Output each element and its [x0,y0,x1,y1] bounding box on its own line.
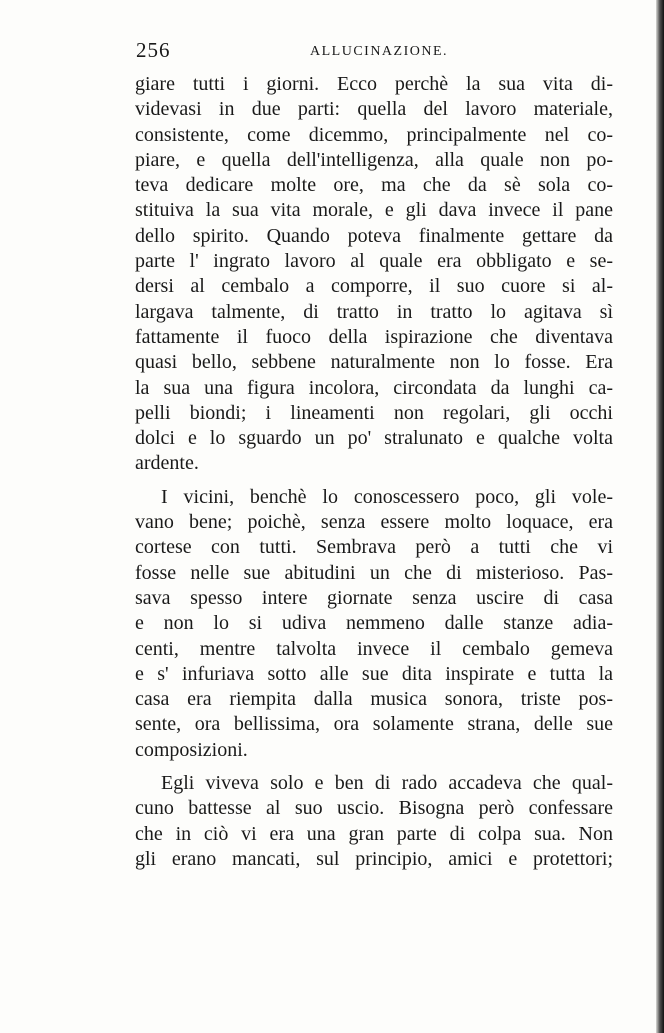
text-line: consistente, come dicemmo, principalmente nel co- [135,123,613,146]
text-line: dersi al cembalo a comporre, il suo cuore si al- [135,275,613,298]
text-line: e s' infuriava sotto alle sue dita inspirate e tutta la [135,662,613,685]
text-line: cortese con tutti. Sembrava però a tutti che vi [135,536,613,559]
text-line: vano bene; poichè, senza essere molto loquace, era [135,511,613,534]
text-line: gli erano mancati, sul principio, amici e protettori; [135,847,613,870]
text-line: dello spirito. Quando poteva finalmente gettare da [135,224,613,247]
text-line: cuno battesse al suo uscio. Bisogna però confessare [135,797,613,820]
text-line: che in ciò vi era una gran parte di colpa sua. Non [135,822,613,845]
text-line: casa era riempita dalla musica sonora, triste pos- [135,688,613,711]
text-line: I vicini, benchè lo conoscessero poco, gli vole- [161,485,613,508]
paragraph [135,72,613,477]
paragraph [135,771,613,872]
text-line: ardente. [135,452,199,475]
paragraph-gap [135,763,613,771]
page-header [136,38,612,68]
text-line: piare, e quella dell'intelligenza, alla quale non po- [135,148,613,171]
text-line: e non lo si udiva nemmeno dalle stanze adia- [135,612,613,635]
text-line: composizioni. [135,738,248,761]
text-line: sente, ora bellissima, ora solamente strana, delle sue [135,713,613,736]
text-line: teva dedicare molte ore, ma che da sè sola co- [135,174,613,197]
body-text [135,72,613,872]
text-line: fattamente il fuoco della ispirazione che diventava [135,325,613,348]
text-line: dolci e lo sguardo un po' stralunato e qualche volta [135,427,613,450]
text-line: stituiva la sua vita morale, e gli dava invece il pane [135,199,613,222]
paragraph-gap [135,477,613,485]
text-line: la sua una figura incolora, circondata da lunghi ca- [135,376,613,399]
running-head: ALLUCINAZIONE. [310,44,449,59]
paragraph [135,485,613,763]
text-line: quasi bello, sebbene naturalmente non lo fosse. Era [135,351,613,374]
text-line: videvasi in due parti: quella del lavoro materiale, [135,98,613,121]
text-line: giare tutti i giorni. Ecco perchè la sua vita di- [135,73,613,95]
text-line: Egli viveva solo e ben di rado accadeva che qual- [161,772,613,795]
text-line: parte l' ingrato lavoro al quale era obbligato e se- [135,250,613,273]
text-line: fosse nelle sue abitudini un che di misterioso. Pas- [135,561,613,584]
page-edge-shadow [656,0,664,1033]
text-line: sava spesso intere giornate senza uscire di casa [135,586,613,609]
text-line: centi, mentre talvolta invece il cembalo gemeva [135,637,613,660]
page-number: 256 [136,38,171,62]
text-line: pelli biondi; i lineamenti non regolari, gli occhi [135,401,613,424]
text-line: largava talmente, di tratto in tratto lo agitava sì [135,300,613,323]
